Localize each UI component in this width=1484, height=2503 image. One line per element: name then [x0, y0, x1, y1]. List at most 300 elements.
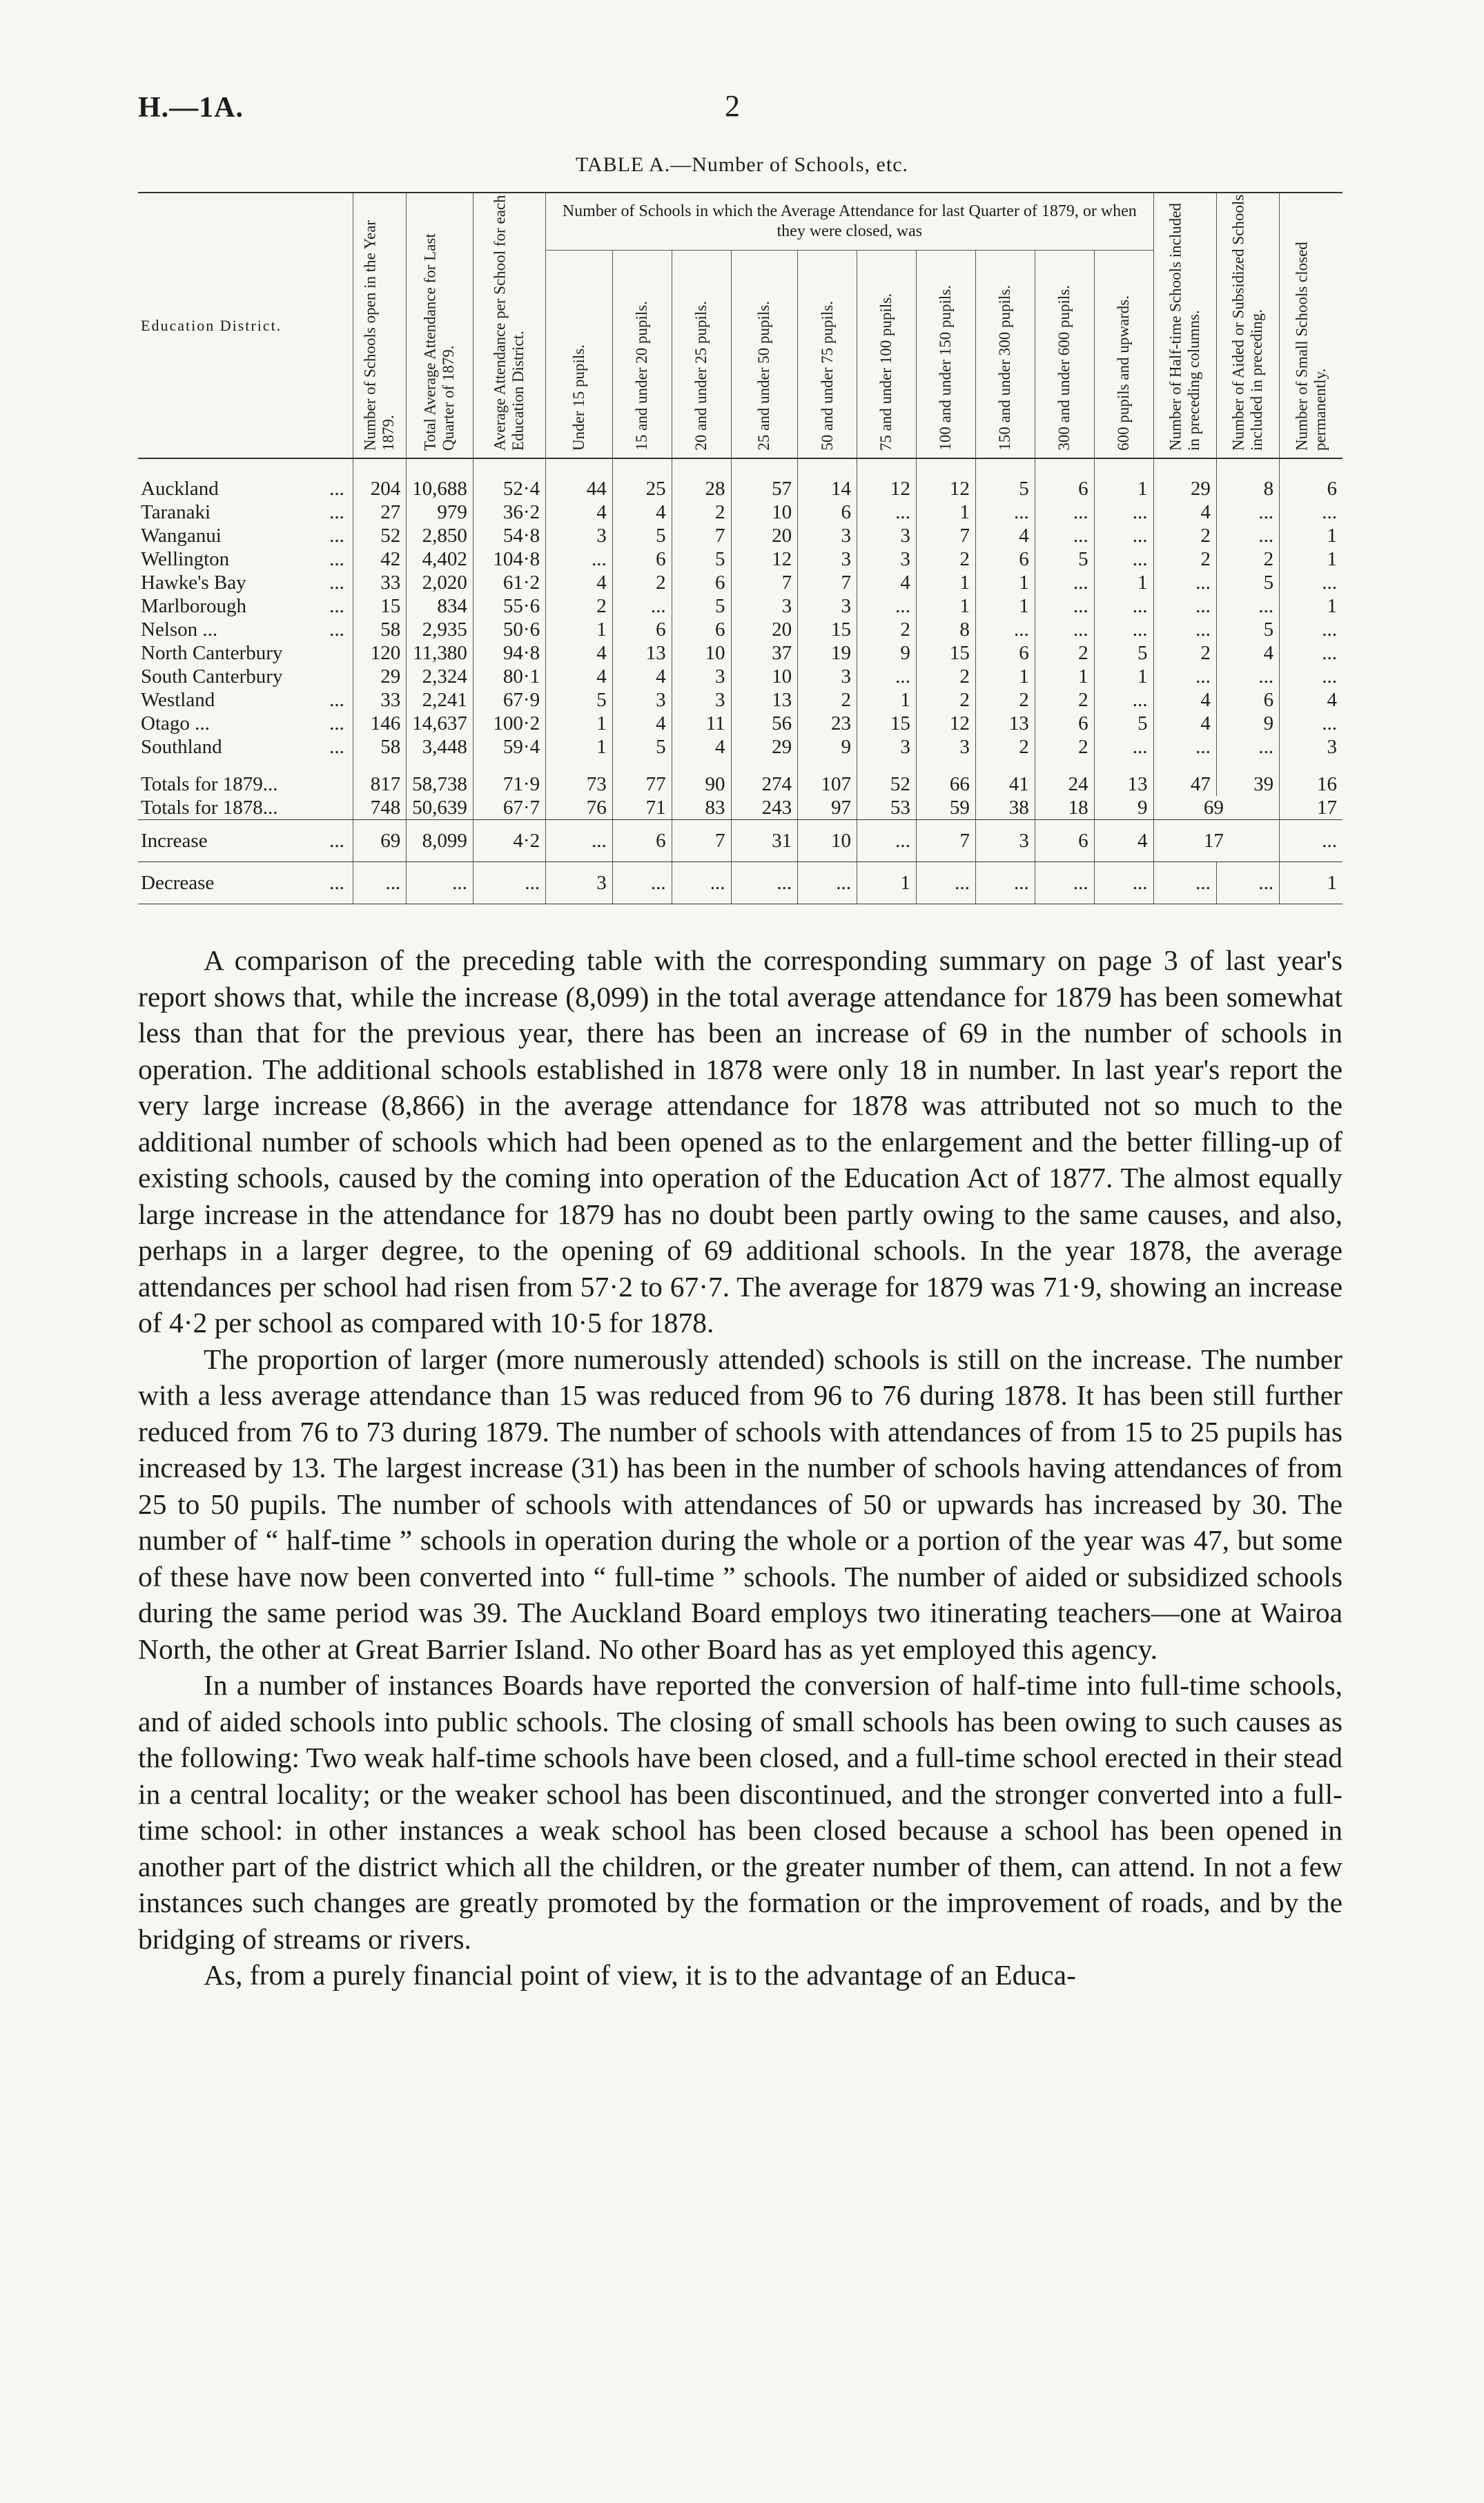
table-cell: 2 — [1035, 688, 1094, 712]
table-cell: 9 — [857, 641, 917, 665]
table-cell: 3 — [975, 820, 1035, 862]
table-cell: 12 — [916, 712, 975, 735]
table-cell: 8 — [916, 618, 975, 641]
table-cell: ... — [1035, 500, 1094, 524]
col-header-range: 300 and under 600 pupils. — [1035, 251, 1094, 459]
table-cell: ... — [612, 594, 672, 618]
table-cell: 3,448 — [407, 735, 473, 759]
table-cell: 2 — [546, 594, 613, 618]
table-cell: 11 — [672, 712, 731, 735]
table-cell: 7 — [916, 820, 975, 862]
table-cell: 3 — [731, 594, 798, 618]
table-cell: 9 — [1216, 712, 1279, 735]
table-cell: 1 — [546, 735, 613, 759]
table-cell: ... — [546, 547, 613, 571]
table-cell: 52·4 — [473, 458, 545, 500]
schools-statistics-table — [138, 192, 1343, 904]
table-cell: 6 — [975, 547, 1035, 571]
table-cell: 8,099 — [407, 820, 473, 862]
table-cell: 3 — [672, 665, 731, 688]
education-district-header: Education District. — [138, 193, 353, 458]
table-cell: ... — [1153, 618, 1216, 641]
table-cell: 3 — [857, 524, 917, 547]
table-cell: ... — [1216, 594, 1279, 618]
table-cell: 3 — [798, 594, 857, 618]
table-cell: 23 — [798, 712, 857, 735]
table-cell: 1 — [1280, 547, 1343, 571]
table-cell: 3 — [798, 524, 857, 547]
table-cell: 29 — [1153, 458, 1216, 500]
table-cell: ... — [1035, 594, 1094, 618]
table-cell: 2 — [612, 571, 672, 594]
table-cell: 15 — [353, 594, 406, 618]
row-label: North Canterbury — [141, 642, 283, 664]
table-cell: ... — [353, 862, 406, 904]
table-cell: 7 — [672, 524, 731, 547]
table-cell: 4 — [1153, 500, 1216, 524]
table-cell: 2 — [1035, 735, 1094, 759]
table-cell: 13 — [1094, 772, 1153, 796]
table-cell: 1 — [857, 688, 917, 712]
table-cell: 53 — [857, 796, 917, 820]
table-cell: ... — [407, 862, 473, 904]
table-cell: ... — [1094, 862, 1153, 904]
row-label: Auckland ... — [141, 478, 344, 500]
table-row — [138, 688, 1343, 712]
table-cell: 3 — [857, 547, 917, 571]
table-cell: 44 — [546, 458, 613, 500]
table-cell: ... — [1035, 524, 1094, 547]
table-cell: ... — [546, 820, 613, 862]
table-cell: 59 — [916, 796, 975, 820]
table-cell: 10 — [798, 820, 857, 862]
table-cell: 66 — [916, 772, 975, 796]
table-cell: 6 — [975, 641, 1035, 665]
table-cell: 3 — [798, 547, 857, 571]
row-label: South Canterbury — [141, 665, 283, 688]
table-cell: ... — [798, 862, 857, 904]
table-cell: 58 — [353, 618, 406, 641]
table-cell: 979 — [407, 500, 473, 524]
table-cell: 76 — [546, 796, 613, 820]
table-cell: 7 — [916, 524, 975, 547]
table-cell: 9 — [798, 735, 857, 759]
table-cell: 94·8 — [473, 641, 545, 665]
table-cell: ... — [916, 862, 975, 904]
table-cell: 2 — [798, 688, 857, 712]
table-cell: 20 — [731, 618, 798, 641]
table-cell: 10 — [731, 665, 798, 688]
table-row — [138, 458, 1343, 500]
table-cell: 73 — [546, 772, 613, 796]
paragraph: A comparison of the preceding table with the corresponding summary on page 3 of last year's report shows that, while the increase (8,099) in the total average attendance for 1879 has been somewhat less than that for the previous year, there has been an increase of 69 in the number of schools in operation. The additional schools established in 1878 were only 18 in number. In last year's report the very large increase (8,866) in the average attendance for 1878 was attributed not so much to the additional number of schools which had been opened as to the enlargement and the better filling-up of existing schools, caused by the coming into operation of the Education Act of 1877. The almost equally large increase in the attendance for 1879 has no doubt been partly owing to the same causes, and also, perhaps in a larger degree, to the opening of 69 additional schools. In the year 1878, the average attendances per school had risen from 57·2 to 67·7. The average for 1879 was 71·9, showing an increase of 4·2 per school as compared with 10·5 for 1878. — [138, 944, 1343, 1338]
table-cell: ... — [1153, 735, 1216, 759]
table-cell: 13 — [731, 688, 798, 712]
table-cell: 77 — [612, 772, 672, 796]
table-cell: 4 — [612, 500, 672, 524]
table-cell: 1 — [1280, 862, 1343, 904]
table-cell: 1 — [546, 712, 613, 735]
table-cell: 10 — [731, 500, 798, 524]
table-cell: 2,020 — [407, 571, 473, 594]
table-cell: 2 — [1216, 547, 1279, 571]
table-cell: ... — [1280, 820, 1343, 862]
table-cell: ... — [857, 594, 917, 618]
row-label: Otago ... ... — [141, 712, 344, 734]
table-cell: ... — [731, 862, 798, 904]
table-cell: ... — [1153, 594, 1216, 618]
table-cell: ... — [1153, 665, 1216, 688]
table-row — [138, 712, 1343, 735]
table-row — [138, 618, 1343, 641]
table-cell: 4·2 — [473, 820, 545, 862]
table-cell: 4 — [546, 571, 613, 594]
table-cell: 50·6 — [473, 618, 545, 641]
table-row — [138, 796, 1343, 820]
table-cell: ... — [1280, 641, 1343, 665]
table-cell: 27 — [353, 500, 406, 524]
spacer-row — [138, 759, 1343, 772]
table-cell: 243 — [731, 796, 798, 820]
table-row — [138, 594, 1343, 618]
table-cell: 2 — [1153, 524, 1216, 547]
table-row — [138, 500, 1343, 524]
table-cell: ... — [1216, 665, 1279, 688]
attendance-range-group-header: Number of Schools in which the Average Attendance for last Quarter of 1879, or when they were closed, was — [546, 193, 1153, 251]
table-cell: 80·1 — [473, 665, 545, 688]
table-cell: ... — [857, 500, 917, 524]
table-cell: 3 — [857, 735, 917, 759]
table-cell: 90 — [672, 772, 731, 796]
paragraph: In a number of instances Boards have reported the conversion of half-time into full-time schools, and of aided schools into public schools. The closing of small schools has been owing to such causes as the following: Two weak half-time schools have been closed, and a full-time school erected in their stead in a central locality; or the weaker school has been discontinued, and the stronger converted into a full-time school: in other instances a weak school has been closed because a school has been opened in another part of the district which all the children, or the greater number of them, can attend. In not a few instances such changes are greatly promoted by the formation or the improvement of roads, and by the bridging of streams or rivers. — [138, 1669, 1343, 1955]
table-cell: 6 — [798, 500, 857, 524]
table-cell: 4 — [1153, 712, 1216, 735]
table-cell: 25 — [612, 458, 672, 500]
table-cell: 2 — [672, 500, 731, 524]
table-row — [138, 735, 1343, 759]
row-label: Decrease ... — [138, 862, 353, 904]
table-cell: 57 — [731, 458, 798, 500]
table-cell: 52 — [857, 772, 917, 796]
table-cell: 69 — [353, 820, 406, 862]
table-cell: 7 — [731, 571, 798, 594]
table-cell: 9 — [1094, 796, 1153, 820]
col-header-range: 600 pupils and upwards. — [1094, 251, 1153, 459]
table-cell: 5 — [1094, 641, 1153, 665]
table-cell: 16 — [1280, 772, 1343, 796]
table-cell: 104·8 — [473, 547, 545, 571]
table-cell: ... — [1035, 862, 1094, 904]
table-cell: 4 — [1280, 688, 1343, 712]
table-cell: 5 — [672, 547, 731, 571]
table-cell: 29 — [731, 735, 798, 759]
table-cell: ... — [1035, 571, 1094, 594]
table-cell: 1 — [1094, 665, 1153, 688]
table-cell: 6 — [1280, 458, 1343, 500]
table-cell: ... — [1094, 524, 1153, 547]
table-cell: 6 — [612, 547, 672, 571]
row-label: Wellington ... — [141, 548, 344, 570]
table-cell: 83 — [672, 796, 731, 820]
table-cell: 204 — [353, 458, 406, 500]
table-cell: 2 — [975, 688, 1035, 712]
table-cell: ... — [1094, 688, 1153, 712]
table-cell: 5 — [1094, 712, 1153, 735]
table-cell: 69 — [1153, 796, 1280, 820]
table-cell: 56 — [731, 712, 798, 735]
table-cell: ... — [672, 862, 731, 904]
table-cell: ... — [1094, 735, 1153, 759]
table-cell: 55·6 — [473, 594, 545, 618]
col-header-range: 100 and under 150 pupils. — [916, 251, 975, 459]
table-cell: ... — [1094, 500, 1153, 524]
table-cell: 6 — [612, 618, 672, 641]
table-cell: 59·4 — [473, 735, 545, 759]
table-cell: 4 — [1216, 641, 1279, 665]
table-cell: ... — [1094, 594, 1153, 618]
table-cell: ... — [975, 500, 1035, 524]
table-row — [138, 547, 1343, 571]
table-cell: 3 — [672, 688, 731, 712]
table-cell: 4 — [1094, 820, 1153, 862]
table-cell: 1 — [1280, 524, 1343, 547]
table-cell: 1 — [1280, 594, 1343, 618]
table-cell: 61·2 — [473, 571, 545, 594]
table-cell: 2,935 — [407, 618, 473, 641]
table-cell: 1 — [916, 571, 975, 594]
col-header-aided: Number of Aided or Subsidized Schools included in preceding. — [1216, 193, 1279, 458]
col-header-range: 150 and under 300 pupils. — [975, 251, 1035, 459]
col-header-range: 20 and under 25 pupils. — [672, 251, 731, 459]
table-cell: 6 — [1216, 688, 1279, 712]
table-cell: ... — [1153, 862, 1216, 904]
table-row — [138, 641, 1343, 665]
table-cell: 58 — [353, 735, 406, 759]
table-cell: 6 — [672, 571, 731, 594]
col-header-closed: Number of Small Schools closed permanently. — [1280, 193, 1343, 458]
table-cell: 14,637 — [407, 712, 473, 735]
table-cell: 37 — [731, 641, 798, 665]
table-cell: 5 — [612, 524, 672, 547]
table-cell: 2 — [1153, 641, 1216, 665]
table-cell: 41 — [975, 772, 1035, 796]
col-header-range: 25 and under 50 pupils. — [731, 251, 798, 459]
table-cell: ... — [1280, 618, 1343, 641]
table-cell: 5 — [672, 594, 731, 618]
statistics-table-container — [138, 192, 1343, 904]
table-cell: 4 — [857, 571, 917, 594]
table-cell: 10 — [672, 641, 731, 665]
table-cell: 1 — [1035, 665, 1094, 688]
table-cell: 17 — [1153, 820, 1280, 862]
table-cell: ... — [1035, 618, 1094, 641]
table-cell: 4 — [612, 665, 672, 688]
table-cell: 7 — [672, 820, 731, 862]
table-cell: 3 — [612, 688, 672, 712]
table-cell: 2,324 — [407, 665, 473, 688]
table-cell: 10,688 — [407, 458, 473, 500]
table-cell: 1 — [975, 665, 1035, 688]
table-cell: 1 — [1094, 571, 1153, 594]
paragraph: As, from a purely financial point of view, it is to the advantage of an Educa- — [204, 1959, 1076, 1991]
table-cell: 58,738 — [407, 772, 473, 796]
table-cell: 12 — [857, 458, 917, 500]
table-row — [138, 524, 1343, 547]
table-cell: ... — [1216, 524, 1279, 547]
table-cell: 12 — [916, 458, 975, 500]
table-cell: ... — [857, 820, 917, 862]
col-header-range: 75 and under 100 pupils. — [857, 251, 917, 459]
table-cell: 14 — [798, 458, 857, 500]
table-cell: 6 — [1035, 712, 1094, 735]
table-cell: 1 — [546, 618, 613, 641]
table-cell: ... — [975, 862, 1035, 904]
table-cell: 3 — [546, 862, 613, 904]
table-cell: 100·2 — [473, 712, 545, 735]
table-cell: 2 — [916, 547, 975, 571]
row-label: Totals for 1878... — [138, 796, 353, 820]
row-label: Hawke's Bay ... — [141, 572, 344, 594]
table-row — [138, 820, 1343, 862]
table-cell: ... — [612, 862, 672, 904]
table-cell: 1 — [975, 571, 1035, 594]
table-cell: 1 — [916, 500, 975, 524]
table-cell: 97 — [798, 796, 857, 820]
table-cell: 17 — [1280, 796, 1343, 820]
table-cell: 2 — [975, 735, 1035, 759]
table-cell: 11,380 — [407, 641, 473, 665]
table-cell: 4 — [546, 641, 613, 665]
table-cell: 28 — [672, 458, 731, 500]
table-row — [138, 862, 1343, 904]
table-cell: 4 — [975, 524, 1035, 547]
row-label: Totals for 1879... — [141, 773, 278, 795]
table-cell: ... — [1153, 571, 1216, 594]
table-cell: 5 — [1216, 571, 1279, 594]
table-cell: ... — [1216, 735, 1279, 759]
table-cell: 4 — [612, 712, 672, 735]
table-cell: 7 — [798, 571, 857, 594]
table-cell: 50,639 — [407, 796, 473, 820]
table-cell: 33 — [353, 571, 406, 594]
paragraph: The proportion of larger (more numerously attended) schools is still on the increase. The number with a less average attendance than 15 was reduced from 96 to 76 during 1878. It has been still further reduced from 76 to 73 during 1879. The number of schools with attendances of from 15 to 25 pupils has increased by 13. The largest increase (31) has been in the number of schools having attendances of from 25 to 50 pupils. The number of schools with attendances of 50 or upwards has increased by 30. The number of “ half-time ” schools in operation during the whole or a portion of the year was 47, but some of these have now been converted into “ full-time ” schools. The number of aided or subsidized schools during the same period was 39. The Auckland Board employs two itinerating teachers—one at Wairoa North, the other at Great Barrier Island. No other Board has as yet employed this agency. — [138, 1343, 1343, 1665]
table-cell: 29 — [353, 665, 406, 688]
table-cell: 15 — [916, 641, 975, 665]
table-cell: 5 — [1216, 618, 1279, 641]
table-cell: 6 — [612, 820, 672, 862]
table-cell: 6 — [1035, 458, 1094, 500]
row-label: Westland ... — [141, 689, 344, 711]
table-cell: 31 — [731, 820, 798, 862]
table-cell: 2 — [857, 618, 917, 641]
table-cell: ... — [1094, 547, 1153, 571]
report-body-text — [138, 942, 1343, 1994]
table-cell: 5 — [975, 458, 1035, 500]
table-cell: ... — [473, 862, 545, 904]
table-cell: 2 — [916, 665, 975, 688]
table-cell: 67·7 — [473, 796, 545, 820]
table-cell: 817 — [353, 772, 406, 796]
col-header-total-attendance: Total Average Attendance for Last Quarter of 1879. — [407, 193, 473, 458]
table-cell: 52 — [353, 524, 406, 547]
table-cell: 39 — [1216, 772, 1279, 796]
col-header-schools-open: Number of Schools open in the Year 1879. — [353, 193, 406, 458]
table-cell: 47 — [1153, 772, 1216, 796]
table-cell: ... — [1216, 500, 1279, 524]
table-cell: 146 — [353, 712, 406, 735]
table-cell: 3 — [916, 735, 975, 759]
table-cell: 4 — [672, 735, 731, 759]
col-header-average-attendance: Average Attendance per School for each Education District. — [473, 193, 545, 458]
table-cell: ... — [1094, 618, 1153, 641]
table-cell: ... — [857, 665, 917, 688]
table-cell: 38 — [975, 796, 1035, 820]
table-cell: 834 — [407, 594, 473, 618]
table-cell: 4 — [546, 500, 613, 524]
col-header-half-time: Number of Half-time Schools included in preceding columns. — [1153, 193, 1216, 458]
table-cell: 3 — [1280, 735, 1343, 759]
table-cell: 5 — [546, 688, 613, 712]
row-label: Taranaki ... — [141, 501, 344, 523]
table-cell: 15 — [857, 712, 917, 735]
table-cell: 13 — [975, 712, 1035, 735]
row-label: Southland ... — [141, 736, 344, 758]
table-row — [138, 665, 1343, 688]
table-cell: 4,402 — [407, 547, 473, 571]
table-cell: 6 — [1035, 820, 1094, 862]
table-cell: 4 — [546, 665, 613, 688]
col-header-range: Under 15 pupils. — [546, 251, 613, 459]
col-header-range: 15 and under 20 pupils. — [612, 251, 672, 459]
table-cell: 18 — [1035, 796, 1094, 820]
table-cell: 15 — [798, 618, 857, 641]
page-number: 2 — [725, 89, 740, 123]
table-cell: 67·9 — [473, 688, 545, 712]
table-cell: 6 — [672, 618, 731, 641]
table-cell: 42 — [353, 547, 406, 571]
table-row — [138, 571, 1343, 594]
table-cell: ... — [1280, 665, 1343, 688]
row-label: Marlborough ... — [141, 595, 344, 617]
table-cell: 19 — [798, 641, 857, 665]
table-cell: 8 — [1216, 458, 1279, 500]
table-row — [138, 772, 1343, 796]
table-cell: 120 — [353, 641, 406, 665]
row-label: Increase ... — [138, 820, 353, 862]
row-label: Wanganui ... — [141, 525, 344, 547]
table-cell: 13 — [612, 641, 672, 665]
table-cell: 274 — [731, 772, 798, 796]
table-cell: 5 — [612, 735, 672, 759]
table-cell: ... — [975, 618, 1035, 641]
table-cell: 2,850 — [407, 524, 473, 547]
table-cell: 3 — [798, 665, 857, 688]
table-cell: 1 — [975, 594, 1035, 618]
row-label: Nelson ... ... — [141, 619, 344, 641]
table-cell: 107 — [798, 772, 857, 796]
table-cell: 1 — [857, 862, 917, 904]
table-title: TABLE A.—Number of Schools, etc. — [575, 153, 909, 176]
table-cell: 36·2 — [473, 500, 545, 524]
table-cell: 24 — [1035, 772, 1094, 796]
table-cell: ... — [1280, 500, 1343, 524]
table-cell: 3 — [546, 524, 613, 547]
table-cell: ... — [1280, 571, 1343, 594]
table-cell: 20 — [731, 524, 798, 547]
table-cell: 12 — [731, 547, 798, 571]
table-cell: 71 — [612, 796, 672, 820]
table-cell: 748 — [353, 796, 406, 820]
